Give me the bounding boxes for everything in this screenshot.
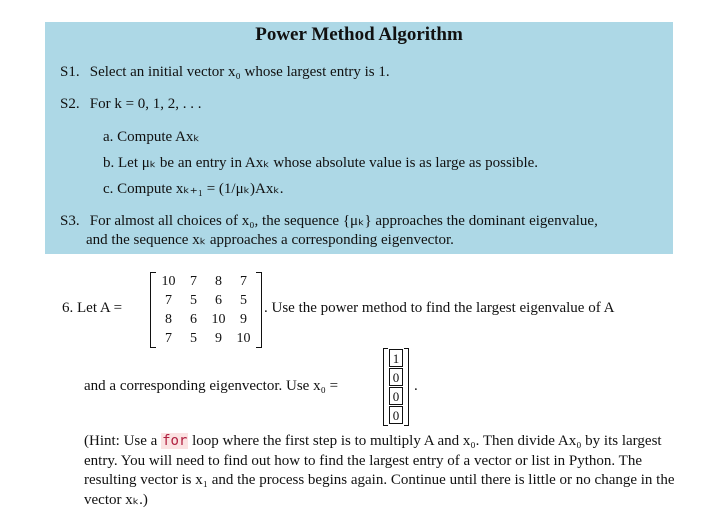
hint-part2: loop where the first step is to multiply A and x₀. Then divide Ax₀ by its largest entry. You will need to find out how to find the largest entry of a vector or list in Python. The resulting vector is x₁ and the process begins again. Continue until there is little or no change in the vector xₖ.) bbox=[84, 433, 675, 508]
step-s1-text: Select an initial vector x₀ whose largest entry is 1. bbox=[89, 64, 390, 80]
problem-instruction: . Use the power method to find the largest eigenvalue of A bbox=[264, 300, 615, 316]
problem-lead bbox=[62, 300, 122, 317]
hint-paragraph bbox=[84, 432, 684, 510]
step-s2 bbox=[60, 95, 202, 114]
problem-line2-period: . bbox=[414, 378, 418, 394]
step-s3-label: S3. bbox=[60, 213, 80, 229]
substep-b-label: b. bbox=[103, 155, 115, 171]
matrix-cell: 5 bbox=[190, 292, 197, 308]
substep-b bbox=[103, 153, 538, 172]
matrix-a-table bbox=[156, 272, 256, 348]
step-s1 bbox=[60, 63, 390, 82]
step-s3-continued bbox=[86, 231, 454, 250]
problem-line2: and a corresponding eigenvector. Use x₀ = bbox=[84, 378, 339, 394]
step-s2-text: For k = 0, 1, 2, . . . bbox=[89, 96, 202, 112]
substep-c-text: Compute xₖ₊₁ = (1/μₖ)Axₖ. bbox=[117, 181, 284, 197]
matrix-a bbox=[150, 272, 262, 348]
hint-part1: (Hint: Use a bbox=[84, 433, 158, 449]
matrix-right-bracket bbox=[256, 272, 262, 348]
step-s3-line1: For almost all choices of x₀, the sequence {μₖ} approaches the dominant eigenvalue, bbox=[89, 213, 598, 229]
step-s3 bbox=[60, 212, 598, 231]
matrix-cell: 7 bbox=[165, 292, 172, 308]
vector-right-bracket bbox=[404, 348, 409, 426]
matrix-cell: 5 bbox=[190, 330, 197, 346]
substep-a-text: Compute Axₖ bbox=[117, 129, 200, 145]
matrix-cell: 10 bbox=[211, 311, 226, 327]
matrix-cell: 8 bbox=[165, 311, 172, 327]
matrix-cell: 6 bbox=[215, 292, 222, 308]
matrix-cell: 7 bbox=[240, 273, 247, 289]
substep-b-text: Let μₖ be an entry in Axₖ whose absolute value is as large as possible. bbox=[118, 155, 539, 171]
vector-cell: 1 bbox=[389, 349, 403, 367]
substep-c-label: c. bbox=[103, 181, 114, 197]
step-s3-line2: and the sequence xₖ approaches a corresponding eigenvector. bbox=[86, 232, 454, 248]
matrix-cell: 8 bbox=[215, 273, 222, 289]
matrix-cell: 5 bbox=[240, 292, 247, 308]
algorithm-title: Power Method Algorithm bbox=[255, 24, 463, 45]
matrix-cell: 9 bbox=[215, 330, 222, 346]
substep-a bbox=[103, 127, 200, 146]
hint-code-for: for bbox=[162, 433, 188, 449]
matrix-cell: 9 bbox=[240, 311, 247, 327]
matrix-cell: 6 bbox=[190, 311, 197, 327]
vector-x0 bbox=[383, 348, 409, 426]
matrix-cell: 7 bbox=[190, 273, 197, 289]
step-s1-label: S1. bbox=[60, 64, 80, 80]
matrix-cell: 10 bbox=[236, 330, 251, 346]
problem-number: 6. bbox=[62, 300, 74, 316]
vector-cell: 0 bbox=[389, 406, 403, 424]
step-s2-label: S2. bbox=[60, 96, 80, 112]
vector-cell: 0 bbox=[389, 368, 403, 386]
substep-c bbox=[103, 179, 283, 198]
matrix-cell: 10 bbox=[161, 273, 176, 289]
vector-cell: 0 bbox=[389, 387, 403, 405]
vector-left-bracket bbox=[383, 348, 388, 426]
substep-a-label: a. bbox=[103, 129, 114, 145]
problem-let-a: Let A = bbox=[77, 300, 123, 316]
matrix-cell: 7 bbox=[165, 330, 172, 346]
